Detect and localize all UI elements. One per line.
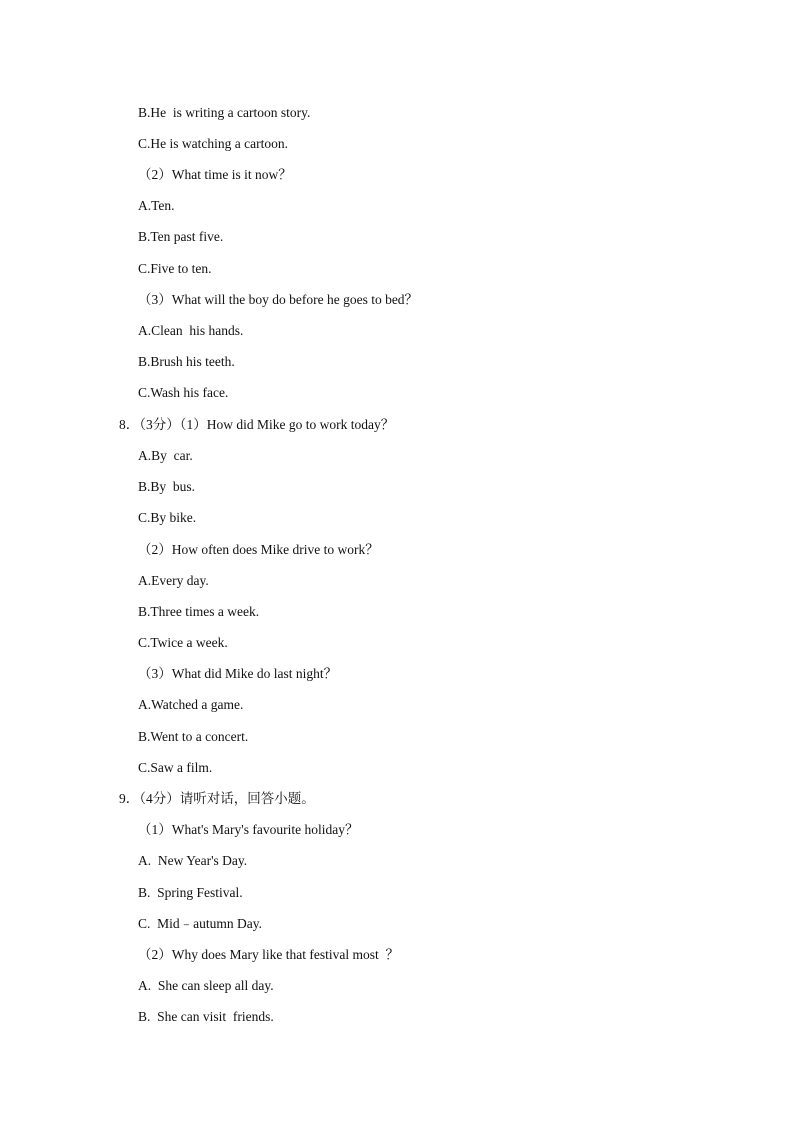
- answer-option: B.He is writing a cartoon story.: [138, 105, 311, 120]
- sub-question: （1）What's Mary's favourite holiday？: [138, 822, 359, 837]
- sub-question: （2）How often does Mike drive to work？: [138, 542, 379, 557]
- answer-option: C.He is watching a cartoon.: [138, 136, 288, 151]
- answer-option: A.Every day.: [138, 573, 209, 588]
- answer-option: A. New Year's Day.: [138, 853, 248, 868]
- answer-option: C.Five to ten.: [138, 261, 212, 276]
- answer-option: C.Saw a film.: [138, 760, 213, 775]
- answer-option: B. She can visit friends.: [138, 1009, 274, 1024]
- answer-option: B.Three times a week.: [138, 604, 260, 619]
- answer-option: C.Twice a week.: [138, 635, 228, 650]
- answer-option: B.By bus.: [138, 479, 196, 494]
- answer-option: B.Ten past five.: [138, 229, 224, 244]
- answer-option: B.Brush his teeth.: [138, 354, 235, 369]
- question-heading: 9．（4分）请听对话，回答小题。: [119, 791, 315, 806]
- question-heading: 8．（3分）（1）How did Mike go to work today？: [119, 417, 395, 432]
- answer-option: B.Went to a concert.: [138, 729, 249, 744]
- answer-option: C.By bike.: [138, 510, 197, 525]
- answer-option: A.By car.: [138, 448, 193, 463]
- answer-option: A.Ten.: [138, 198, 175, 213]
- answer-option: B. Spring Festival.: [138, 885, 243, 900]
- sub-question: （3）What did Mike do last night？: [138, 666, 338, 681]
- sub-question: （3）What will the boy do before he goes to bed？: [138, 292, 419, 307]
- sub-question: （2）Why does Mary like that festival most ？: [138, 947, 399, 962]
- answer-option: C. Mid﹣autumn Day.: [138, 916, 262, 931]
- answer-option: A.Clean his hands.: [138, 323, 244, 338]
- answer-option: A. She can sleep all day.: [138, 978, 274, 993]
- sub-question: （2）What time is it now？: [138, 167, 292, 182]
- answer-option: A.Watched a game.: [138, 697, 244, 712]
- answer-option: C.Wash his face.: [138, 385, 229, 400]
